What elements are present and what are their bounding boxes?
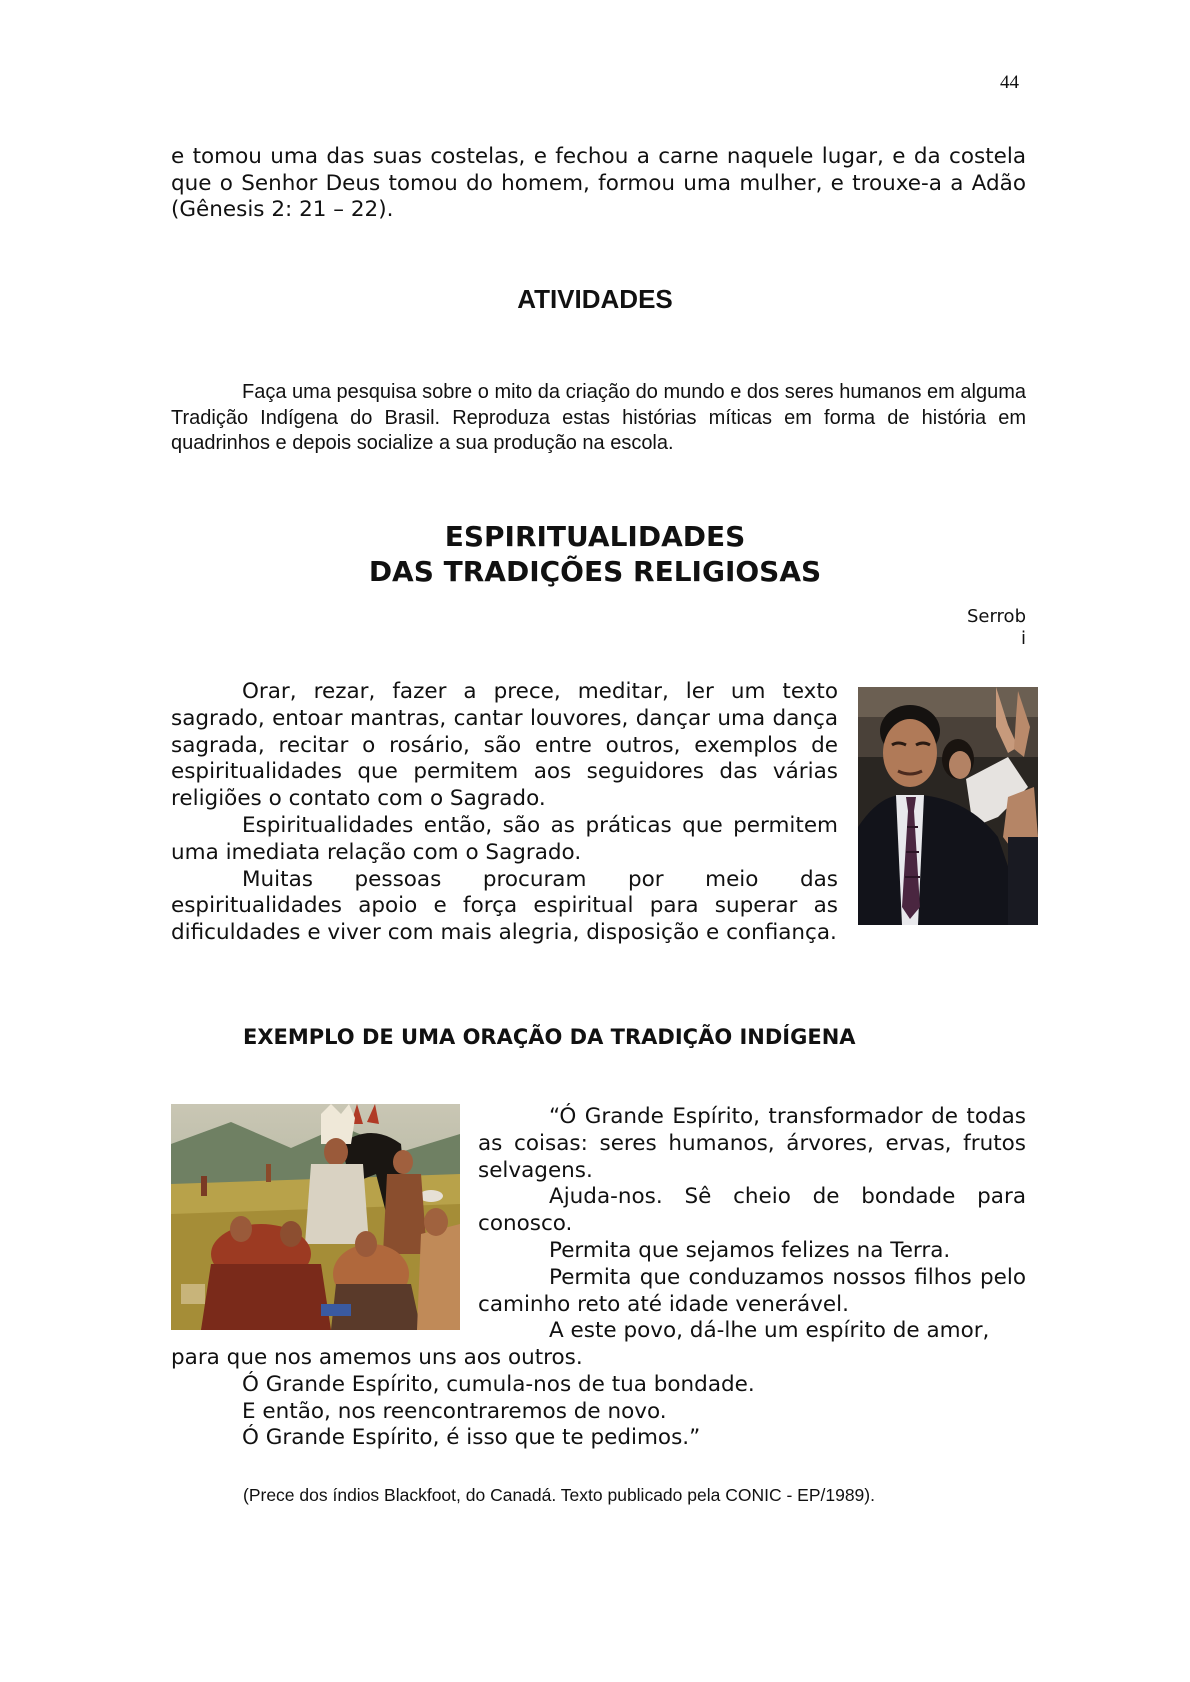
author-credit [940,606,1026,650]
heading-line-1: ESPIRITUALIDADES [444,520,746,553]
prayer-line-8: E então, nos reencontraremos de novo. [242,1398,667,1424]
atividades-heading: ATIVIDADES [517,284,673,314]
exemplo-heading: EXEMPLO DE UMA ORAÇÃO DA TRADIÇÃO INDÍGENA [243,1025,856,1049]
prayer-source: (Prece dos índios Blackfoot, do Canadá. Texto publicado pela CONIC - EP/1989). [243,1485,875,1505]
prayer-line-6: para que nos amemos uns aos outros. [171,1345,583,1370]
espiritualidades-heading [0,519,1190,589]
prayer-text-beside-image [478,1104,1026,1345]
author-line-2: i [1020,628,1026,649]
praying-man-photo [858,687,1038,925]
prayer-line-5: A este povo, dá-lhe um espírito de amor, [549,1318,990,1344]
page-number: 44 [1000,72,1019,93]
prayer-line-3: Permita que sejamos felizes na Terra. [549,1237,951,1263]
heading-line-2: DAS TRADIÇÕES RELIGIOSAS [368,555,822,588]
prayer-line-9: Ó Grande Espírito, é isso que te pedimos.” [242,1425,701,1451]
intro-paragraph: e tomou uma das suas costelas, e fechou a carne naquele lugar, e da costela que o Senhor Deus tomou do homem, formou uma mulher, e trouxe-a a Adão (Gênesis 2: 21 – 22). [171,144,1026,222]
espiritualidades-paragraph-1: Orar, rezar, fazer a prece, meditar, ler um texto sagrado, entoar mantras, cantar louvores, dançar uma dança sagrada, recitar o rosário, são entre outros, exemplos de espiritualidades que permitem aos seguidores das várias religiões o contato com o Sagrado. [171,679,838,812]
prayer-text-full-width [171,1345,1026,1452]
espiritualidades-text [171,679,838,947]
author-line-1: Serrob [966,606,1026,627]
prayer-line-7: Ó Grande Espírito, cumula-nos de tua bondade. [242,1371,755,1397]
espiritualidades-paragraph-2: Espiritualidades então, são as práticas que permitem uma imediata relação com o Sagrado. [171,812,838,865]
prayer-line-2: Ajuda-nos. Sê cheio de bondade para conosco. [478,1184,1026,1237]
atividades-paragraph: Faça uma pesquisa sobre o mito da criação do mundo e dos seres humanos em alguma Tradição Indígena do Brasil. Reproduza estas histórias míticas em forma de história em quadrinhos e depois socialize a sua produção na escola. [171,381,1026,454]
prayer-line-1: “Ó Grande Espírito, transformador de todas as coisas: seres humanos, árvores, ervas, frutos selvagens. [478,1104,1026,1183]
prayer-line-4: Permita que conduzamos nossos filhos pelo caminho reto até idade venerável. [478,1264,1026,1317]
espiritualidades-paragraph-3: Muitas pessoas procuram por meio das espiritualidades apoio e força espiritual para superar as dificuldades e viver com mais alegria, disposição e confiança. [171,866,838,946]
indigenous-painting [171,1104,460,1330]
